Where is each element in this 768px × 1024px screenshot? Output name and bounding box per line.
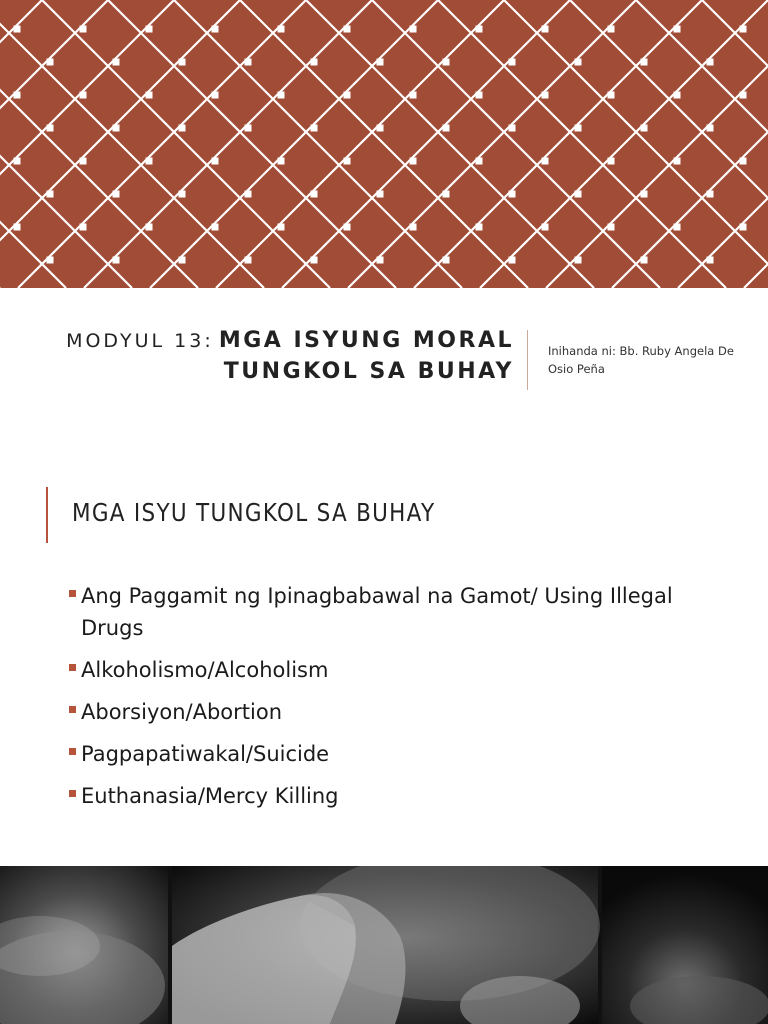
author-line-2: Osio Peña xyxy=(548,362,605,376)
section-heading: MGA ISYU TUNGKOL SA BUHAY xyxy=(72,498,436,527)
bullet-square-icon xyxy=(69,590,76,597)
list-item-text: Euthanasia/Mercy Killing xyxy=(81,784,339,808)
author-credit xyxy=(548,342,748,378)
list-item-text: Pagpapatiwakal/Suicide xyxy=(81,742,330,766)
list-item xyxy=(68,738,718,770)
bullet-square-icon xyxy=(69,664,76,671)
list-item xyxy=(68,580,718,644)
list-item-text: Aborsiyon/Abortion xyxy=(81,700,283,724)
list-item xyxy=(68,780,718,812)
heading-accent-bar xyxy=(46,487,48,543)
list-item-text: Ang Paggamit ng Ipinagbabawal na Gamot/ Using Illegal Drugs xyxy=(81,584,673,640)
bullet-square-icon xyxy=(69,748,76,755)
lattice-pattern-banner xyxy=(0,0,768,288)
title-divider xyxy=(527,330,528,390)
bullet-square-icon xyxy=(69,790,76,797)
list-item xyxy=(68,654,718,686)
bullet-square-icon xyxy=(69,706,76,713)
issue-list xyxy=(68,580,718,822)
module-title-line-1: MGA ISYUNG MORAL xyxy=(218,328,514,353)
module-title xyxy=(0,326,514,387)
list-item-text: Alkoholismo/Alcoholism xyxy=(81,658,329,682)
author-line-1: Inihanda ni: Bb. Ruby Angela De xyxy=(548,344,734,358)
module-title-line-2: TUNGKOL SA BUHAY xyxy=(223,359,514,384)
module-number: MODYUL 13: xyxy=(66,330,214,352)
list-item xyxy=(68,696,718,728)
hands-photo xyxy=(0,866,768,1024)
